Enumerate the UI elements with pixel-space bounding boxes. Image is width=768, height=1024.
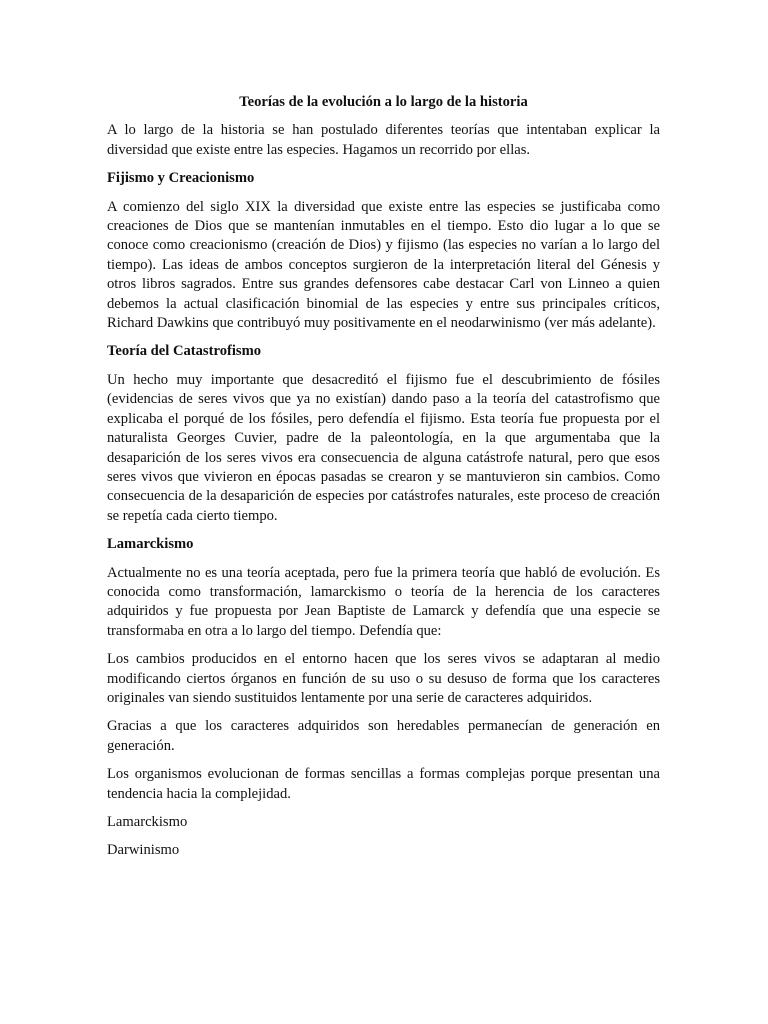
document-title: Teorías de la evolución a lo largo de la historia (239, 94, 528, 110)
lamarckismo-paragraph-2: Los cambios producidos en el entorno hacen que los seres vivos se adaptaran al medio modificando ciertos órganos en función de su uso o su desuso de forma que los caracteres originales van siendo sustituidos lentamente por una serie de caracteres adquiridos. (107, 651, 660, 706)
intro-paragraph: A lo largo de la historia se han postulado diferentes teorías que intentaban explicar la diversidad que existe entre las especies. Hagamos un recorrido por ellas. (107, 122, 660, 158)
lamarckismo-paragraph-3: Gracias a que los caracteres adquiridos son heredables permanecían de generación en generación. (107, 718, 660, 754)
lamarckismo-paragraph-1: Actualmente no es una teoría aceptada, pero fue la primera teoría que habló de evolución. Es conocida como transformación, lamarckismo o teoría de la herencia de los caracteres adquiridos y fue propuesta por Jean Baptiste de Lamarck y defendía que una especie se transformaba en otra a lo largo del tiempo. Defendía que: (107, 564, 660, 639)
lamarckismo-paragraph-4: Los organismos evolucionan de formas sencillas a formas complejas porque presentan una tendencia hacia la complejidad. (107, 766, 660, 802)
trailing-line-darwinismo: Darwinismo (107, 842, 180, 859)
trailing-line-lamarckismo: Lamarckismo (107, 814, 188, 830)
catastrofismo-paragraph: Un hecho muy importante que desacreditó el fijismo fue el descubrimiento de fósiles (evidencias de seres vivos que ya no existían) dando paso a la teoría del catastrofismo que explicaba el porqué de los fósiles, pero defendía el fijismo. Esta teoría fue propuesta por el naturalista Georges Cuvier, padre de la paleontología, en la que argumentaba que la desaparición de los seres vivos era consecuencia de alguna catástrofe natural, pero que esos seres vivos que vivieron en épocas pasadas se crearon y se mantuvieron sin cambios. Como consecuencia de la desaparición de especies por catástrofes naturales, este proceso de creación se repetía cada cierto tiempo. (107, 371, 660, 524)
section-heading-fijismo: Fijismo y Creacionismo (107, 170, 255, 187)
section-heading-catastrofismo: Teoría del Catastrofismo (107, 343, 262, 360)
document-page (107, 88, 660, 870)
section-heading-lamarckismo: Lamarckismo (107, 536, 194, 553)
fijismo-paragraph: A comienzo del siglo XIX la diversidad que existe entre las especies se justificaba como creaciones de Dios que se mantenían inmutables en el tiempo. Esto dio lugar a lo que se conoce como creacionismo (creación de Dios) y fijismo (las especies no varían a lo largo del tiempo). Las ideas de ambos conceptos surgieron de la interpretación literal del Génesis y otros libros sagrados. Entre sus grandes defensores cabe destacar Carl von Linneo a quien debemos la actual clasificación binomial de las especies y entre sus principales críticos, Richard Dawkins que contribuyó muy positivamente en el neodarwinismo (ver más adelante). (107, 198, 660, 332)
